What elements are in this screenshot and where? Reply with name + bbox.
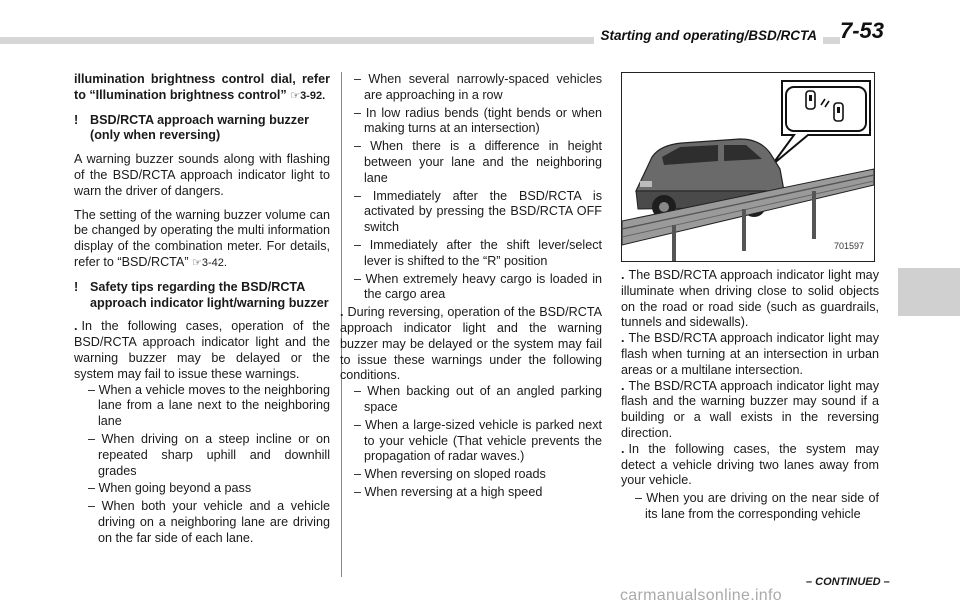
paragraph: A warning buzzer sounds along with flashing of the BSD/RCTA approach indicator light to warn the driver of dangers.	[74, 152, 330, 198]
bullet-dot-icon: .	[74, 319, 78, 334]
dash-item: – When a large-sized vehicle is parked next to your vehicle (That vehicle prevents the propagation of radar waves.)	[354, 417, 602, 464]
dash-item: – When there is a difference in height between your lane and the neighboring lane	[354, 139, 602, 185]
bullet-dot-icon: .	[621, 268, 625, 282]
dash-item: – Immediately after the shift lever/select lever is shifted to the “R” position	[354, 237, 602, 268]
dash-item: – When both your vehicle and a vehicle driving on a neighboring lane are driving on the far side of each lane.	[88, 499, 330, 545]
paragraph: The setting of the warning buzzer volume can be changed by operating the multi information display of the combination meter. For details, refer to “BSD/RCTA” ☞3-42.	[74, 207, 330, 269]
dash-item: – When backing out of an angled parking space	[354, 384, 602, 414]
dash-item: – When driving on a steep incline or on repeated sharp uphill and downhill grades	[88, 431, 330, 478]
section-title: Starting and operating/BSD/RCTA	[594, 28, 823, 44]
dash-item: – In low radius bends (tight bends or when making turns at an intersection)	[354, 105, 602, 136]
column-2	[340, 72, 602, 503]
figure-code: 701597	[833, 241, 864, 252]
continued-label: – CONTINUED –	[806, 576, 890, 588]
bullet-item: . During reversing, operation of the BSD/RCTA approach indicator light and the warning buzzer may be delayed or the system may fail to issue these warnings under the following conditions.	[340, 305, 602, 383]
bullet-dot-icon: .	[621, 441, 625, 456]
dash-item: – When a vehicle moves to the neighboring lane from a lane next to the neighboring lane	[88, 382, 330, 429]
section-heading: ! BSD/RCTA approach warning buzzer (only when reversing)	[74, 112, 310, 143]
dash-item: – When several narrowly-spaced vehicles are approaching in a row	[354, 72, 602, 102]
page-reference: ☞3-92.	[290, 89, 326, 102]
bullet-item: . The BSD/RCTA approach indicator light may flash and the warning buzzer may sound if a building or a wall exists in the reversing direction.	[621, 378, 879, 440]
bullet-item: . In the following cases, the system may detect a vehicle driving two lanes away from your vehicle.	[621, 441, 879, 488]
page-reference: ☞3-42.	[192, 256, 227, 269]
figure-vehicle-guardrail	[621, 72, 875, 262]
exclamation-marker-icon: !	[74, 279, 79, 294]
dash-item: – When extremely heavy cargo is loaded in the cargo area	[354, 271, 602, 302]
bullet-item: . The BSD/RCTA approach indicator light may flash when turning at an intersection in urban areas or a multilane intersection.	[621, 331, 879, 377]
bullet-dot-icon: .	[621, 331, 625, 346]
column-1	[74, 72, 330, 549]
watermark: carmanualsonline.info	[620, 587, 782, 604]
page-number: 7-53	[840, 18, 885, 43]
dash-item: – When reversing on sloped roads	[354, 467, 546, 482]
bullet-item: . In the following cases, operation of the BSD/RCTA approach indicator light and the warning buzzer may be delayed or the system may fail to issue these warnings.	[74, 319, 330, 381]
dash-item: – Immediately after the BSD/RCTA is activated by pressing the BSD/RCTA OFF switch	[354, 188, 602, 235]
section-heading: ! Safety tips regarding the BSD/RCTA approach indicator light/warning buzzer	[74, 279, 329, 310]
bullet-dot-icon: .	[340, 305, 344, 320]
dash-item: – When you are driving on the near side of its lane from the corresponding vehicle	[635, 491, 879, 521]
exclamation-marker-icon: !	[74, 112, 79, 127]
paragraph: illumination brightness control dial, refer to “Illumination brightness control” ☞3-92.	[74, 72, 330, 102]
bullet-dot-icon: .	[621, 378, 625, 393]
vehicle-guardrail-illustration	[622, 73, 874, 261]
dash-item: – When reversing at a high speed	[354, 484, 543, 499]
dash-item: – When going beyond a pass	[88, 481, 252, 496]
column-3-text	[621, 268, 879, 525]
chapter-tab	[898, 268, 960, 316]
bullet-item: . The BSD/RCTA approach indicator light may illuminate when driving close to solid objects on the road or road side (such as guardrails, tunnels and sidewalls).	[621, 268, 879, 330]
